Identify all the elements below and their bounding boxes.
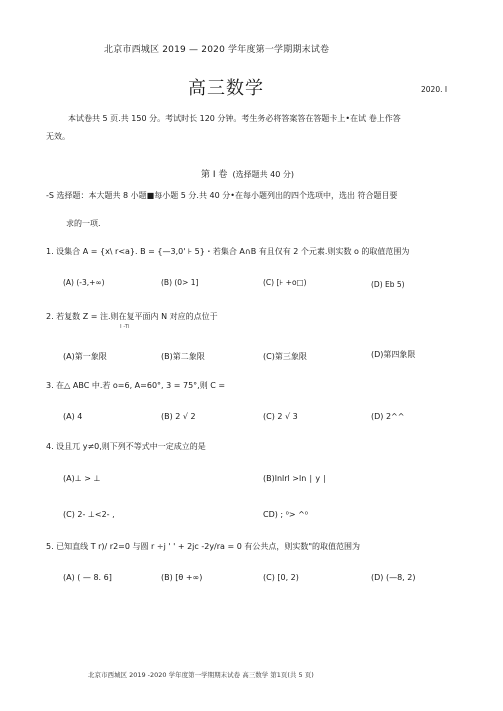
question-2-stem-denominator: I -Ti xyxy=(120,324,130,330)
question-1-stem: 1. 设集合 A = {x\ r<a}. B = {—3,0' ⊦ 5}・若集合 A∩B 有且仅有 2 个元素.则实数 o 的取值范围为 xyxy=(46,247,410,256)
subject-title: 高三数学 xyxy=(188,78,264,99)
section-intro-line-2: 求的一项. xyxy=(66,219,101,228)
question-5-option-c: (C) [0, 2) xyxy=(263,573,299,582)
section-heading xyxy=(201,162,294,181)
question-4-stem: 4. 设且兀 y≠0,则下列不等式中一定成立的是 xyxy=(46,442,206,451)
instructions-line-2: 无效。 xyxy=(46,132,70,141)
page-footer: 北京市西城区 2019 -2020 学年度第一学期期末试卷 高三数学 第1页(共 5 页) xyxy=(88,671,314,679)
question-2-option-b: (B)第二象限 xyxy=(161,352,205,361)
question-1-option-a: (A) (-3,+∞) xyxy=(63,278,105,287)
question-2-option-a: (A)第一象限 xyxy=(63,352,107,361)
question-2-option-d: (D)第四象限 xyxy=(371,350,416,359)
question-3-option-b: (B) 2 √ 2 xyxy=(161,412,196,421)
question-3-option-c: (C) 2 √ 3 xyxy=(263,412,298,421)
question-1-option-c: (C) [⊦ +o□) xyxy=(263,278,307,287)
question-5-option-b: (B) [θ +∞) xyxy=(161,573,203,582)
question-5-option-a: (A) ( — 8. 6] xyxy=(63,573,112,582)
section-title: 第 I 卷 xyxy=(201,170,228,180)
exam-date: 2020. I xyxy=(421,85,448,94)
instructions-line-1: 本试卷共 5 页.共 150 分。考试时长 120 分钟。考生务必将答案答在答题卡上•在试 卷上作答 xyxy=(68,114,401,123)
question-4-option-b: (B)lnlrl >ln ∣ y ∣ xyxy=(263,474,327,483)
question-3-stem: 3. 在△ ABC 中.若 o=6, A=60°, 3 = 75°,则 C = xyxy=(46,381,226,390)
question-4-option-a: (A)⊥ > ⊥ xyxy=(63,474,101,483)
question-5-stem: 5. 已知直线 T r)/ r2=0 与圆 r ÷j ' ' + 2jc -2y/ra = 0 有公共点，则实数"的取值范围为 xyxy=(46,542,361,551)
question-3-option-d: (D) 2^^ xyxy=(371,412,405,421)
question-4-option-d: CD) ; ⁰> ^⁰ xyxy=(263,510,309,519)
question-3-option-a: (A) 4 xyxy=(63,412,83,421)
question-5-option-d: (D) (—8, 2) xyxy=(371,573,416,582)
section-intro-line-1: -S 选择题：本大题共 8 小题■每小题 5 分.共 40 分•在每小题列出的四个选项中，选出 符合题目要 xyxy=(46,191,398,200)
question-2-option-c: (C)第三象限 xyxy=(263,352,307,361)
question-2-stem: 2. 若复数 Z = 注.则在复平面内 N 对应的点位于 xyxy=(46,312,218,321)
exam-title: 北京市西城区 2019 — 2020 学年度第一学期期末试卷 xyxy=(104,45,330,55)
question-4-option-c: (C) 2- ⊥<2- , xyxy=(63,510,115,519)
question-1-option-b: (B) (0> 1] xyxy=(161,278,199,287)
section-subtitle: (选择题共 40 分) xyxy=(232,170,294,179)
question-1-option-d: (D) Eb 5) xyxy=(371,280,405,289)
